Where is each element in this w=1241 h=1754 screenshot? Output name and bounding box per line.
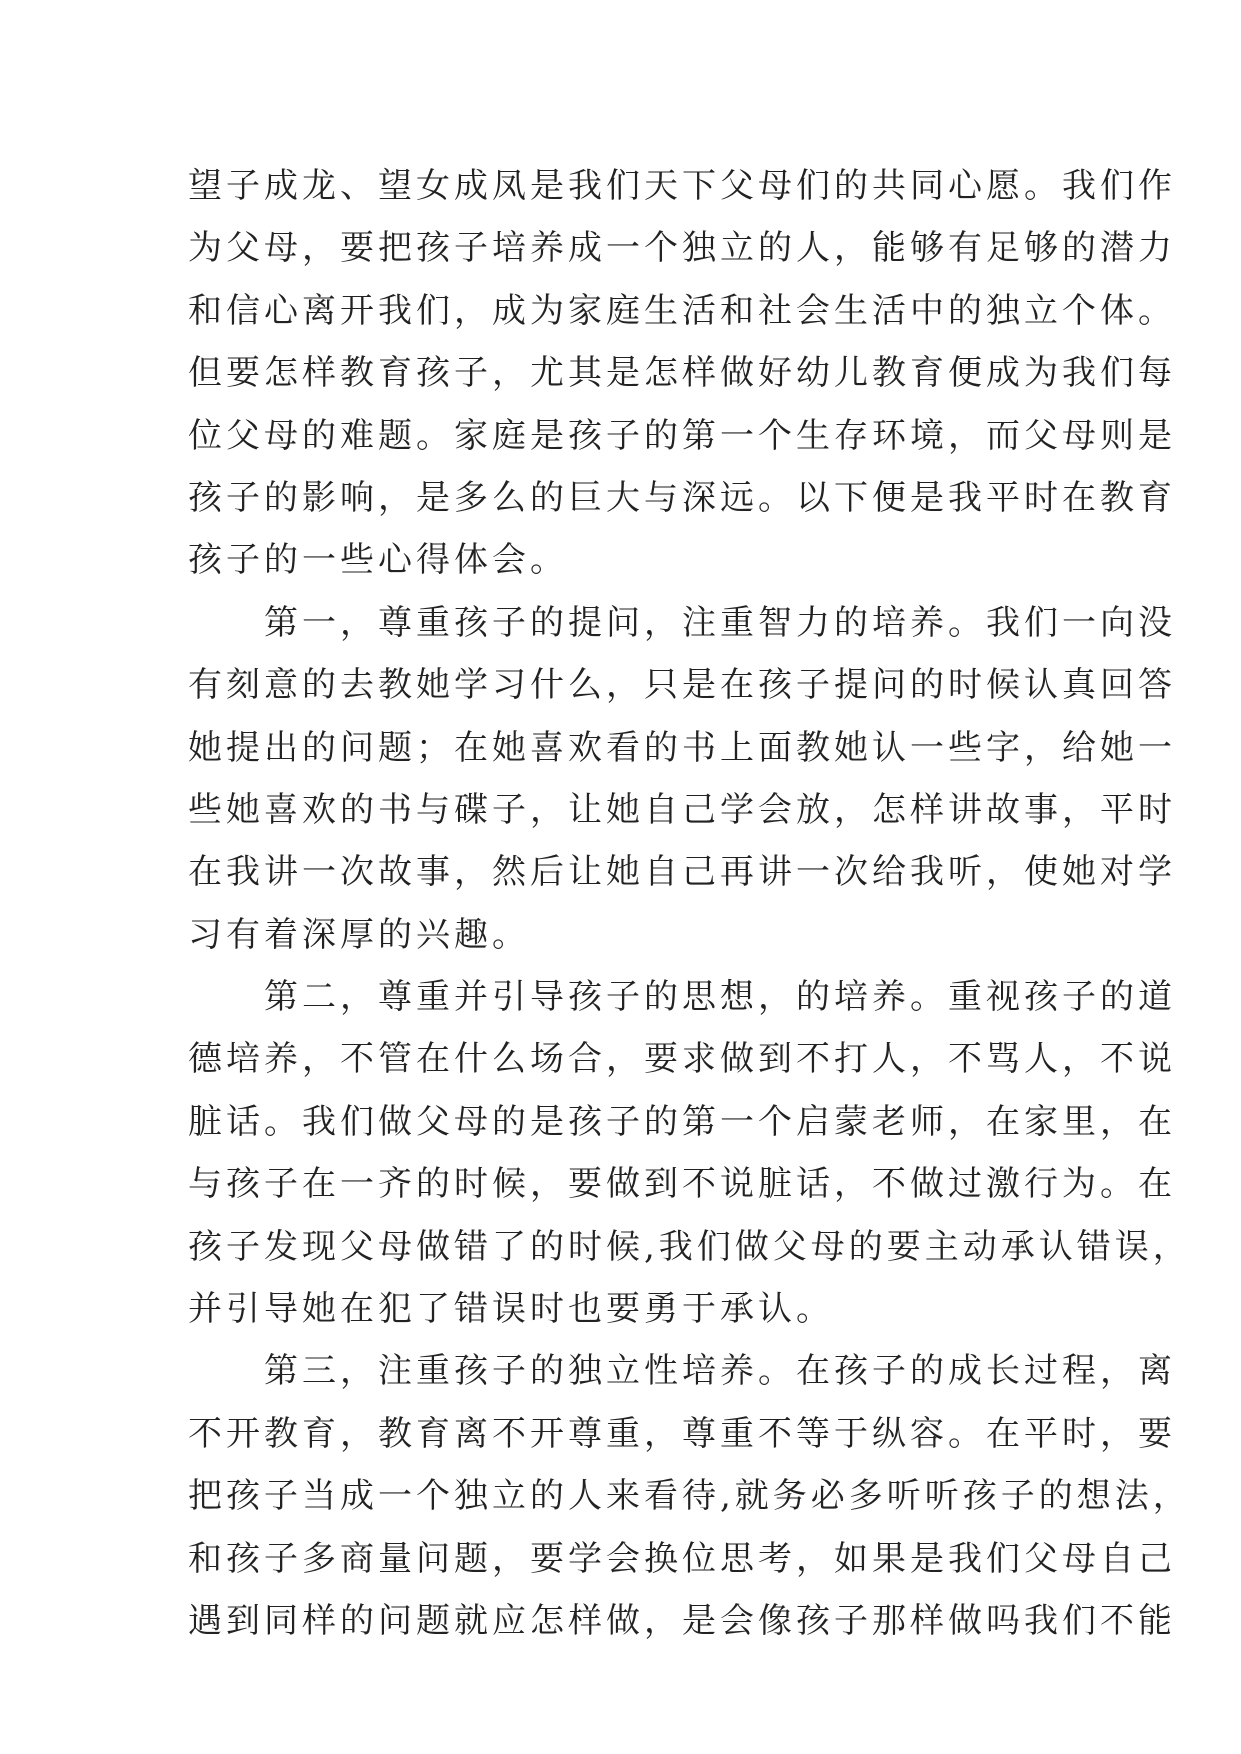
text-line: 孩子发现父母做错了的时候,我们做父母的要主动承认错误， — [188, 1226, 1191, 1267]
text-line: 但要怎样教育孩子，尤其是怎样做好幼儿教育便成为我们每 — [188, 353, 1176, 394]
text-line: 习有着深厚的兴趣。 — [188, 914, 530, 955]
text-line: 位父母的难题。家庭是孩子的第一个生存环境，而父母则是 — [188, 415, 1176, 456]
text-line: 有刻意的去教她学习什么，只是在孩子提问的时候认真回答 — [188, 665, 1176, 706]
text-line: 第一，尊重孩子的提问，注重智力的培养。我们一向没 — [188, 602, 1176, 643]
text-line: 她提出的问题；在她喜欢看的书上面教她认一些字，给她一 — [188, 727, 1176, 768]
text-line: 第三，注重孩子的独立性培养。在孩子的成长过程，离 — [188, 1351, 1176, 1392]
text-line: 把孩子当成一个独立的人来看待,就务必多听听孩子的想法， — [188, 1476, 1191, 1517]
text-line: 为父母，要把孩子培养成一个独立的人，能够有足够的潜力 — [188, 228, 1176, 269]
text-line: 望子成龙、望女成凤是我们天下父母们的共同心愿。我们作 — [188, 166, 1176, 206]
text-line: 德培养，不管在什么场合，要求做到不打人，不骂人，不说 — [188, 1039, 1176, 1080]
body-text — [188, 155, 1191, 1652]
text-line: 与孩子在一齐的时候，要做到不说脏话，不做过激行为。在 — [188, 1164, 1176, 1205]
text-line: 并引导她在犯了错误时也要勇于承认。 — [188, 1289, 834, 1330]
text-line: 第二，尊重并引导孩子的思想，的培养。重视孩子的道 — [188, 977, 1176, 1018]
text-line: 和孩子多商量问题，要学会换位思考，如果是我们父母自己 — [188, 1538, 1176, 1579]
text-line: 不开教育，教育离不开尊重，尊重不等于纵容。在平时，要 — [188, 1413, 1176, 1454]
text-line: 孩子的一些心得体会。 — [188, 540, 568, 581]
text-line: 在我讲一次故事，然后让她自己再讲一次给我听，使她对学 — [188, 852, 1176, 893]
text-line: 脏话。我们做父母的是孩子的第一个启蒙老师，在家里，在 — [188, 1101, 1176, 1142]
text-line: 遇到同样的问题就应怎样做，是会像孩子那样做吗我们不能 — [188, 1600, 1176, 1641]
text-line: 和信心离开我们，成为家庭生活和社会生活中的独立个体。 — [188, 290, 1176, 331]
text-line: 些她喜欢的书与碟子，让她自己学会放，怎样讲故事，平时 — [188, 789, 1176, 830]
text-line: 孩子的影响，是多么的巨大与深远。以下便是我平时在教育 — [188, 477, 1176, 518]
